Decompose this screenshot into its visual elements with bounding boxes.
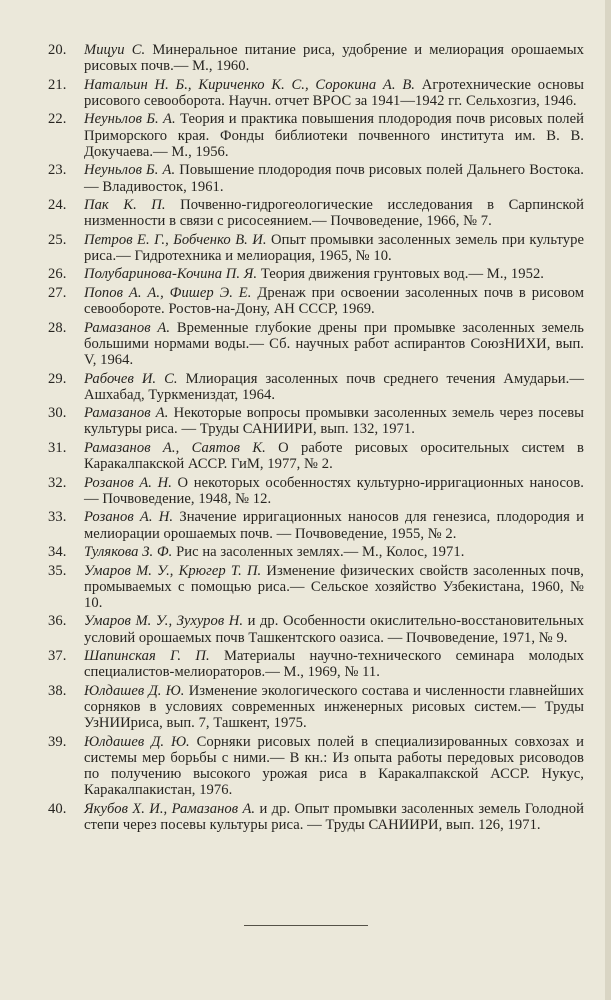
reference-number: 31. [48,439,67,456]
reference-number: 29. [48,370,67,387]
reference-item [48,801,584,833]
reference-authors: Розанов А. Н. [84,509,174,526]
reference-text: Сорняки рисовых полей в специализированных совхозах и системы мер борьбы с ними.— В кн.: Из опыта работы передовых рисоводов по получению высокого урожая риса в Каракалпакской АССР. Нукус, Каракалпакистан, 1976. [84,733,584,799]
reference-authors: Пак К. П. [84,197,166,214]
reference-number: 25. [48,231,67,248]
reference-item [48,162,584,194]
page-edge-shadow [605,0,611,1000]
reference-authors: Рабочев И. С. [84,370,178,387]
reference-authors: Рамазанов А. [84,405,169,422]
end-rule [244,925,368,926]
reference-authors: Полубаринова-Кочина П. Я. [84,266,258,283]
reference-text: Материалы научно-технического семинара молодых специалистов-мелиораторов.— М., 1969, № 11. [84,648,584,681]
reference-authors: Мицуи С. [84,42,146,58]
reference-number: 32. [48,474,67,491]
reference-item [48,613,584,645]
reference-text: и др. Опыт промывки засоленных земель Голодной степи через посевы культуры риса. — Труды САНИИРИ, вып. 126, 1971. [84,800,584,834]
reference-text: Изменение экологического состава и численности главнейших сорняков в условиях современных инженерных рисовых систем.— Труды УзНИИриса, вып. 7, Ташкент, 1975. [84,682,585,732]
reference-text: Агротехнические основы рисового севооборота. Научн. отчет ВРОС за 1941—1942 гг. Сельхозгиз, 1946. [84,76,584,109]
reference-text: Временные глубокие дрены при промывке засоленных земель большими нормами воды.— Сб. научных работ аспирантов СоюзНИХИ, вып. V, 1964. [84,319,584,369]
reference-item [48,405,584,437]
reference-authors: Рамазанов А. [84,319,171,336]
reference-authors: Неуньлов Б. А. [84,111,176,128]
reference-number: 22. [48,111,67,128]
reference-number: 27. [48,284,67,301]
reference-text: Минеральное питание риса, удобрение и мелиорация орошаемых рисовых почв.— М., 1960. [84,42,584,75]
reference-number: 28. [48,319,67,336]
reference-number: 35. [48,562,67,579]
reference-item [48,266,584,282]
reference-number: 30. [48,405,67,422]
reference-authors: Юлдашев Д. Ю. [84,682,185,699]
reference-authors: Попов А. А., Фишер Э. Е. [84,284,252,301]
reference-item [48,440,584,472]
reference-authors: Петров Е. Г., Бобченко В. И. [84,231,267,248]
reference-text: Теория движения грунтовых вод.— М., 1952. [260,266,544,283]
reference-item [48,475,584,507]
reference-text: Некоторые вопросы промывки засоленных земель через посевы культуры риса. — Труды САНИИРИ, вып. 132, 1971. [84,405,584,438]
reference-item [48,197,584,229]
reference-text: О некоторых особенностях культурно-ирригационных наносов.— Почвоведение, 1948, № 12. [84,474,584,507]
reference-text: Млиорация засоленных почв среднего течения Амударьи.— Ашхабад, Туркмениздат, 1964. [84,370,584,403]
reference-number: 34. [48,544,67,561]
reference-authors: Рамазанов А., Саятов К. [84,439,266,456]
reference-text: Теория и практика повышения плодородия почв рисовых полей Приморского края. Фонды библиотеки почвенного института им. В. В. Докучаева.— М., 1956. [84,111,584,160]
reference-authors: Умаров М. У., Крюгер Т. П. [84,562,262,579]
reference-authors: Шапинская Г. П. [84,648,210,665]
reference-number: 33. [48,509,67,526]
reference-text: Почвенно-гидрогеологические исследования в Сарпинской низменности в связи с рисосеянием.— Почвоведение, 1966, № 7. [84,197,584,230]
reference-number: 20. [48,42,67,58]
reference-item [48,77,584,109]
reference-number: 40. [48,800,67,817]
reference-authors: Якубов Х. И., Рамазанов А. [84,800,256,817]
reference-item [48,320,584,369]
reference-item [48,648,584,680]
reference-list [48,42,584,836]
reference-item [48,111,584,160]
reference-number: 39. [48,733,67,750]
reference-item [48,232,584,264]
reference-authors: Умаров М. У., Зухуров Н. [84,613,244,630]
reference-item [48,683,584,732]
reference-item [48,563,584,612]
reference-item [48,544,584,560]
reference-authors: Розанов А. Н. [84,474,172,491]
reference-item [48,371,584,403]
reference-authors: Тулякова З. Ф. [84,544,173,561]
reference-number: 37. [48,648,67,665]
reference-item [48,42,584,74]
reference-number: 36. [48,613,67,630]
reference-item [48,734,584,799]
reference-number: 21. [48,76,67,93]
reference-text: Значение ирригационных наносов для генезиса, плодородия и мелиорации орошаемых почв. — Почвоведение, 1955, № 2. [84,509,584,542]
reference-item [48,509,584,541]
reference-authors: Юлдашев Д. Ю. [84,733,190,750]
reference-item [48,285,584,317]
reference-text: Опыт промывки засоленных земель при культуре риса.— Гидротехника и мелиорация, 1965, № 10. [84,231,584,264]
reference-text: Повышение плодородия почв рисовых полей Дальнего Востока.— Владивосток, 1961. [84,162,584,195]
reference-authors: Натальин Н. Б., Кириченко К. С., Сорокина А. В. [84,76,415,93]
reference-text: и др. Особенности окислительно-восстановительных условий орошаемых почв Ташкентского оазиса. — Почвоведение, 1971, № 9. [84,613,584,646]
reference-text: Рис на засоленных землях.— М., Колос, 1971. [176,544,465,561]
reference-number: 24. [48,197,67,214]
reference-number: 26. [48,266,67,283]
reference-number: 23. [48,162,67,179]
reference-number: 38. [48,682,67,699]
reference-text: О работе рисовых оросительных систем в Каракалпакской АССР. ГиМ, 1977, № 2. [84,439,584,473]
reference-authors: Неуньлов Б. А. [84,162,176,179]
reference-text: Изменение физических свойств засоленных почв, промываемых с помощью риса.— Сельское хозяйство Узбекистана, 1960, № 10. [84,562,584,611]
reference-text: Дренаж при освоении засоленных почв в рисовом севообороте. Ростов-на-Дону, АН СССР, 1969. [84,284,585,318]
